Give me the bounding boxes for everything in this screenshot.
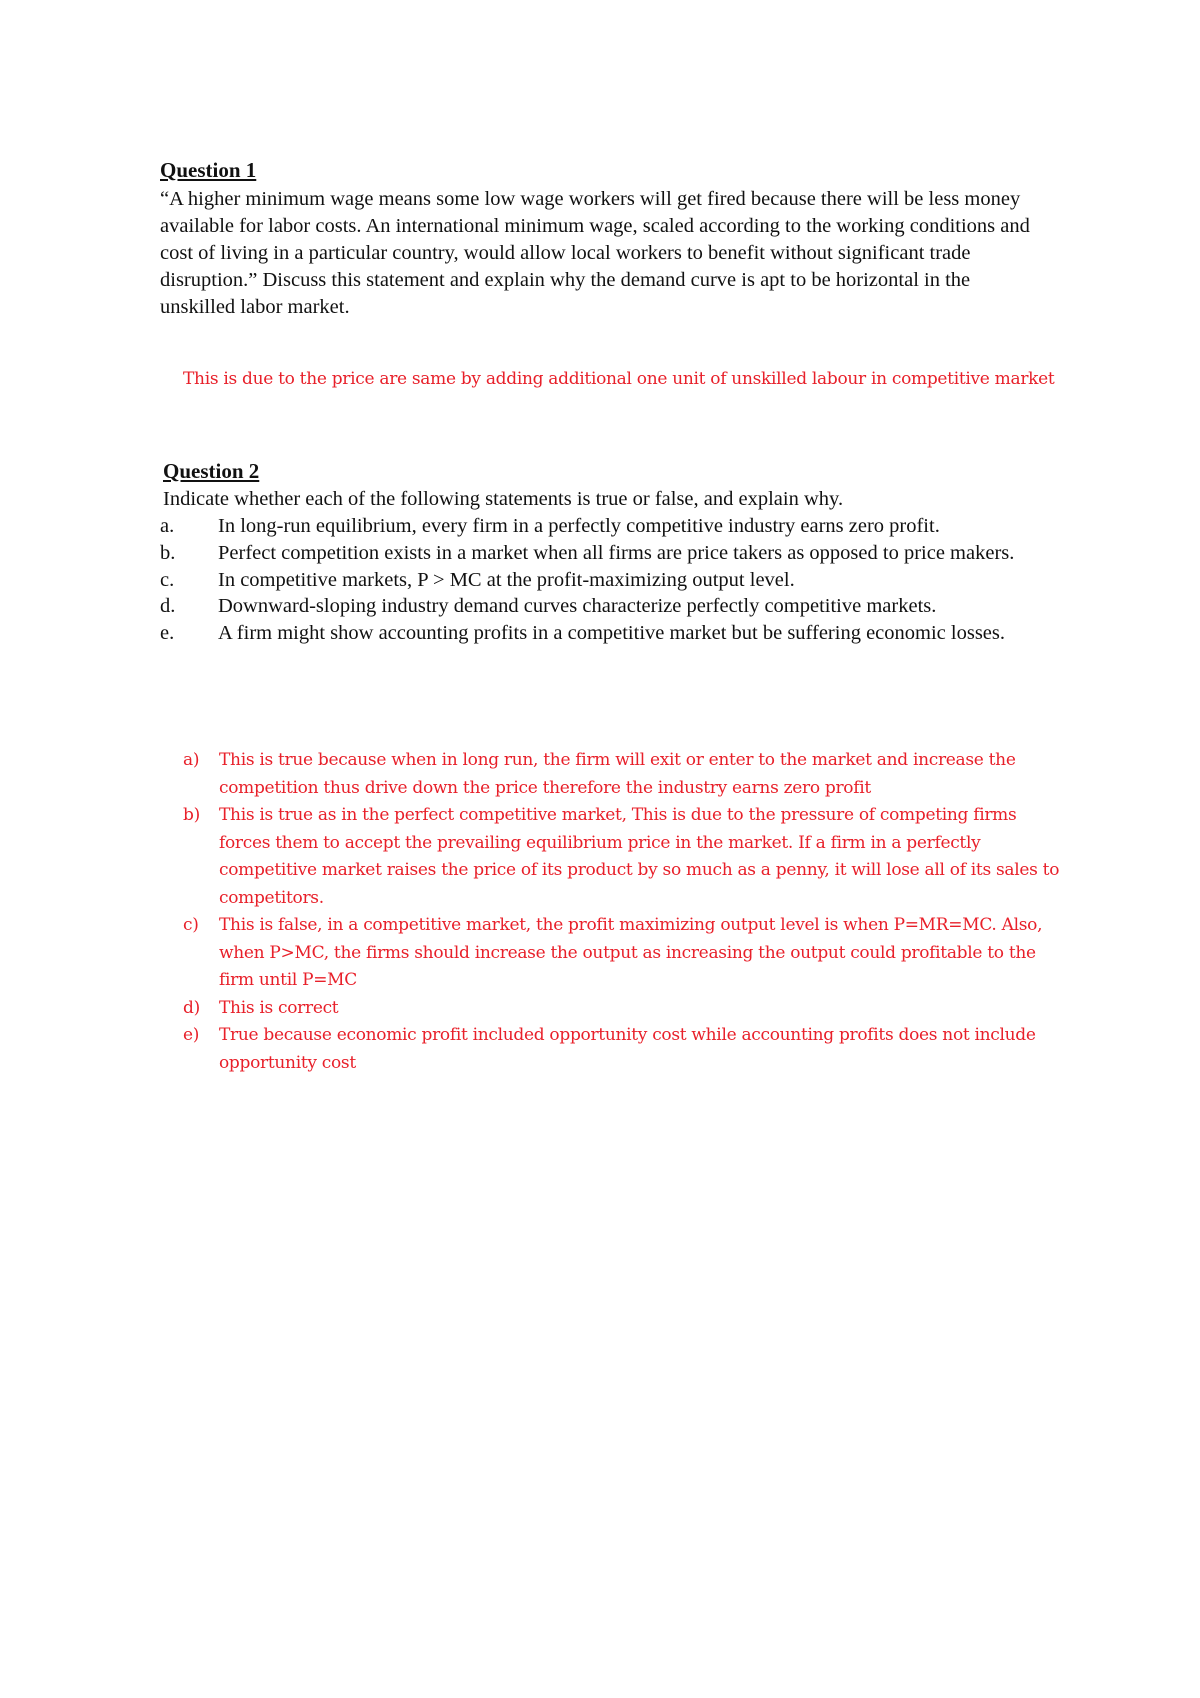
- answer-text: True because economic profit included opportunity cost while accounting profits does not include opportunity cost: [219, 1025, 1036, 1073]
- answer-item-e: [183, 1022, 1063, 1077]
- answer-letter: d): [183, 997, 200, 1018]
- answer-item-d: [183, 995, 1063, 1023]
- statement-letter: b.: [160, 541, 176, 564]
- statement-item-a: [160, 513, 1050, 540]
- answer-text: This is false, in a competitive market, the profit maximizing output level is when P=MR=MC. Also, when P>MC, the firms should increase the output as increasing the output could profitable to the firm until P=MC: [219, 915, 1043, 990]
- question-1-text: “A higher minimum wage means some low wage workers will get fired because there will be less money available for labor costs. An international minimum wage, scaled according to the working conditions and cost of living in a particular country, would allow local workers to benefit without significant trade disruption.” Discuss this statement and explain why the demand curve is apt to be horizontal in the unskilled labor market.: [160, 188, 1030, 318]
- answer-letter: a): [183, 750, 200, 770]
- statement-text: Perfect competition exists in a market when all firms are price takers as opposed to price makers.: [218, 541, 1015, 564]
- question-2-statement-list: [160, 513, 1050, 647]
- question-1-answer: This is due to the price are same by adding additional one unit of unskilled labour in competitive market: [183, 369, 1055, 389]
- statement-letter: c.: [160, 568, 175, 591]
- question-2-answer-list: [183, 747, 1063, 1077]
- answer-letter: c): [183, 915, 199, 935]
- statement-text: A firm might show accounting profits in a competitive market but be suffering economic losses.: [218, 622, 1005, 645]
- question-2-heading: Question 2: [163, 459, 260, 483]
- answer-text: This is correct: [219, 997, 339, 1018]
- statement-text: In competitive markets, P > MC at the profit-maximizing output level.: [218, 568, 795, 591]
- statement-item-b: [160, 540, 1050, 567]
- answer-letter: b): [183, 805, 200, 825]
- answer-text: This is true as in the perfect competitive market, This is due to the pressure of competing firms forces them to accept the prevailing equilibrium price in the market. If a firm in a perfectly competitive market raises the price of its product by so much as a penny, it will lose all of its sales to competitors.: [219, 805, 1060, 908]
- answer-item-b: [183, 802, 1063, 912]
- question-1-heading: Question 1: [160, 158, 257, 182]
- statement-text: In long-run equilibrium, every firm in a perfectly competitive industry earns zero profit.: [218, 515, 940, 537]
- answer-item-c: [183, 912, 1063, 995]
- statement-item-d: [160, 593, 1050, 620]
- statement-item-e: [160, 620, 1050, 647]
- question-2-intro: Indicate whether each of the following statements is true or false, and explain why.: [163, 488, 844, 510]
- statement-item-c: [160, 567, 1050, 594]
- answer-letter: e): [183, 1025, 200, 1045]
- answer-text: This is true because when in long run, the firm will exit or enter to the market and increase the competition thus drive down the price therefore the industry earns zero profit: [219, 750, 1016, 798]
- answer-item-a: [183, 747, 1063, 802]
- statement-letter: e.: [160, 622, 175, 645]
- statement-text: Downward-sloping industry demand curves characterize perfectly competitive markets.: [218, 595, 937, 618]
- statement-letter: d.: [160, 595, 176, 618]
- statement-letter: a.: [160, 515, 175, 537]
